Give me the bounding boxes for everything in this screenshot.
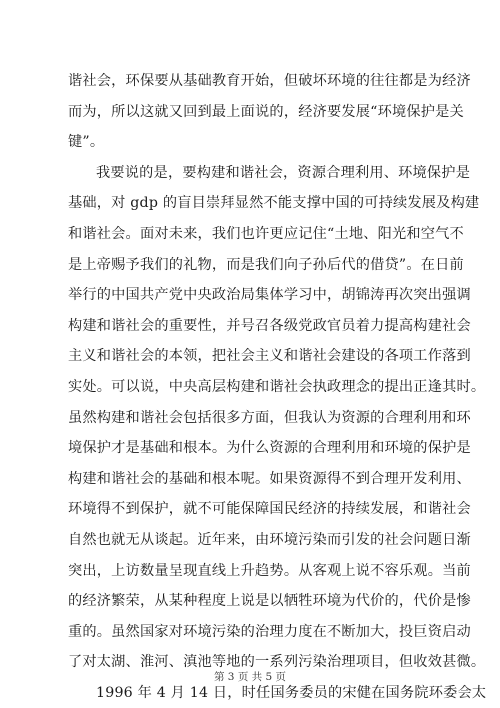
text-line: 环境得不到保护，就不可能保障国民经济的持续发展，和谐社会: [68, 501, 471, 518]
text-line: 虽然构建和谐社会包括很多方面，但我认为资源的合理利用和环: [68, 409, 471, 426]
text-line: 重的。虽然国家对环境污染的治理力度在不断加大，投巨资启动: [68, 623, 471, 640]
text-line: 构建和谐社会的重要性，并号召各级党政官员着力提高构建社会: [68, 317, 471, 334]
text-line: 的经济繁荣，从某种程度上说是以牺牲环境为代价的，代价是惨: [68, 593, 471, 610]
text-line: 我要说的是，要构建和谐社会，资源合理利用、环境保护是: [96, 164, 471, 181]
text-line: 是上帝赐予我们的礼物，而是我们向子孙后代的借贷”。在日前: [68, 256, 464, 273]
text-line: 举行的中国共产党中央政治局集体学习中，胡锦涛再次突出强调: [68, 287, 471, 304]
text-line: 构建和谐社会的基础和根本呢。如果资源得不到合理开发利用、: [68, 470, 471, 487]
text-line: 实处。可以说，中央高层构建和谐社会执政理念的提出正逢其时。: [68, 378, 486, 395]
text-line: 自然也就无从谈起。近年来，由环境污染而引发的社会问题日渐: [68, 531, 471, 548]
text-line: 和谐社会。面对未来，我们也许更应记住“土地、阳光和空气不: [68, 225, 464, 242]
page-footer: 第 3 页 共 5 页: [213, 671, 287, 683]
body-text: [68, 66, 487, 708]
text-line: 1996 年 4 月 14 日，时任国务委员的宋健在国务院环委会太: [96, 684, 487, 701]
text-line: 了对太湖、淮河、滇池等地的一系列污染治理项目，但收效甚微。: [68, 654, 486, 671]
text-line: 键”。: [68, 134, 105, 151]
text-line: 谐社会，环保要从基础教育开始，但破坏环境的往往都是为经济: [68, 73, 471, 89]
text-line: 而为，所以这就又回到最上面说的，经济要发展“环境保护是关: [68, 103, 464, 120]
text-line: 主义和谐社会的本领，把社会主义和谐社会建设的各项工作落到: [68, 348, 471, 365]
text-line: 基础，对 gdp 的盲目崇拜显然不能支撑中国的可持续发展及构建: [68, 195, 480, 212]
text-line: 突出，上访数量呈现直线上升趋势。从客观上说不容乐观。当前: [68, 562, 471, 579]
text-line: 境保护才是基础和根本。为什么资源的合理利用和环境的保护是: [68, 440, 471, 457]
